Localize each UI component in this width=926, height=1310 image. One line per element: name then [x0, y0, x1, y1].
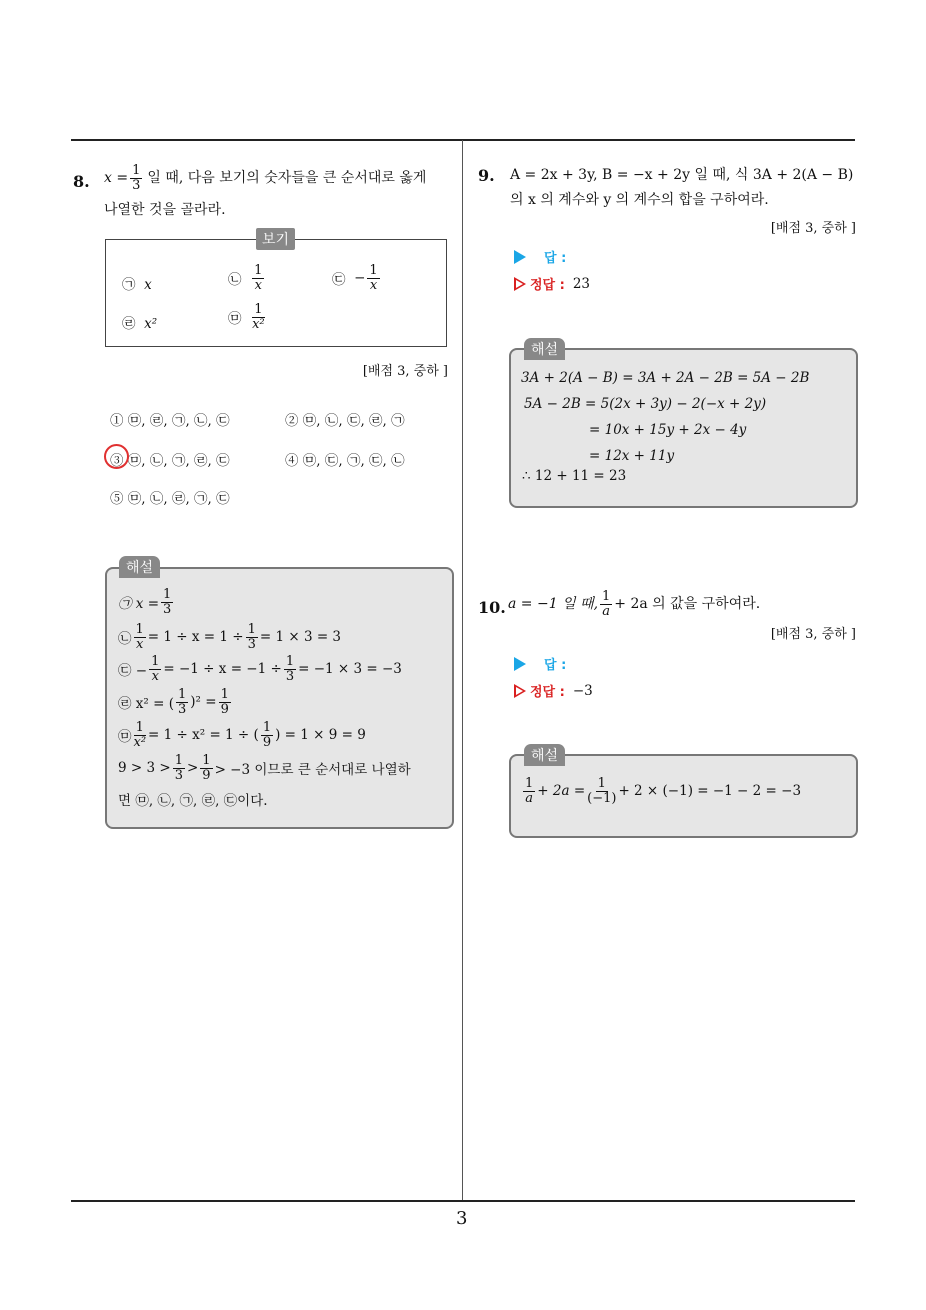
- solution-line: ㉠ x = $\frac{1}{3}$: [118, 587, 172, 617]
- solution-line: 면 ㉤, ㉡, ㉠, ㉣, ㉢이다.: [118, 793, 268, 809]
- solution-line: ㉤ $\frac{1}{\text{x²}}$ = 1 ÷ x² = 1 ÷ ( $\frac{1}{9}$ ) = 1 × 9 = 9: [118, 720, 366, 750]
- bogi-item-c: ㉢ − $\frac{1}{x}$: [332, 263, 378, 293]
- page-number: 3: [456, 1208, 468, 1229]
- answer-label: 답 :: [544, 658, 567, 673]
- fraction: $\frac{1}{3}$: [132, 163, 141, 193]
- top-rule: [71, 139, 855, 141]
- haeseol-label: 해설: [119, 556, 160, 578]
- choice-3[interactable]: ③ ㉤, ㉡, ㉠, ㉣, ㉢: [110, 453, 230, 469]
- answer-label: 답 :: [544, 251, 567, 266]
- question-number: 8.: [73, 172, 90, 191]
- answer-row[interactable]: [514, 654, 566, 673]
- haeseol-label: 해설: [524, 338, 565, 360]
- solution-line: 3A + 2(A − B) = 3A + 2A − 2B = 5A − 2B: [521, 370, 810, 386]
- correct-answer-row: [514, 274, 590, 293]
- solution-line: = 10x + 15y + 2x − 4y: [589, 422, 747, 438]
- correct-arrow-icon: [514, 277, 526, 291]
- solution-line: ㉢ − $\frac{1}{x}$ = −1 ÷ x = −1 ÷ $\frac{1}{3}$ = −1 × 3 = −3: [118, 654, 402, 684]
- solution-line: $\frac{1}{a}$ + 2a = $\frac{1}{(-1)}$ + 2 × (−1) = −1 − 2 = −3: [525, 776, 802, 806]
- solution-line: 5A − 2B = 5(2x + 3y) − 2(−x + 2y): [524, 396, 767, 412]
- choice-1[interactable]: ① ㉤, ㉣, ㉠, ㉡, ㉢: [110, 413, 230, 429]
- bogi-item-e: ㉤ $\frac{1}{\text{x²}}$: [228, 302, 265, 332]
- answer-row[interactable]: [514, 247, 566, 266]
- question-text: a = −1 일 때, $\frac{1}{a}$ + 2a 의 값을 구하여라.: [508, 589, 761, 619]
- choice-4[interactable]: ④ ㉤, ㉢, ㉠, ㉢, ㉡: [285, 453, 405, 469]
- correct-label: 정답 :: [530, 685, 565, 700]
- answer-arrow-icon: [514, 250, 526, 264]
- bogi-item-d: ㉣ x²: [122, 316, 158, 332]
- haeseol-label: 해설: [524, 744, 565, 766]
- question-text: x = $\frac{1}{3}$ 일 때, 다음 보기의 숫자들을 큰 순서대로 옳게: [104, 163, 427, 193]
- correct-answer-row: [514, 681, 593, 700]
- question-text-line2: 의 x 의 계수와 y 의 계수의 합을 구하여라.: [510, 192, 769, 208]
- solution-line: = 12x + 11y: [589, 448, 675, 464]
- column-divider: [462, 140, 463, 1202]
- correct-arrow-icon: [514, 684, 526, 698]
- bogi-item-b: ㉡ $\frac{1}{x}$: [228, 263, 263, 293]
- bogi-item-a: ㉠ x: [122, 277, 152, 293]
- solution-line: ㉡ $\frac{1}{x}$ = 1 ÷ x = 1 ÷ $\frac{1}{3}$ = 1 × 3 = 3: [118, 622, 342, 652]
- answer-arrow-icon: [514, 657, 526, 671]
- solution-line: ㉣ x² = ( $\frac{1}{3}$ )² = $\frac{1}{9}$: [118, 687, 229, 717]
- solution-line: ∴ 12 + 11 = 23: [522, 468, 627, 484]
- score: [배점 3, 중하 ]: [770, 627, 856, 642]
- choice-2[interactable]: ② ㉤, ㉡, ㉢, ㉣, ㉠: [285, 413, 405, 429]
- choice-5[interactable]: ⑤ ㉤, ㉡, ㉣, ㉠, ㉢: [110, 491, 230, 507]
- score: [배점 3, 중하 ]: [362, 364, 448, 379]
- solution-line: 9 > 3 > $\frac{1}{3}$ > $\frac{1}{9}$ > −3 이므로 큰 순서대로 나열하: [118, 753, 411, 783]
- bogi-label: 보기: [256, 228, 295, 250]
- question-text: A = 2x + 3y, B = −x + 2y 일 때, 식 3A + 2(A − B): [510, 167, 854, 183]
- question-number: 9.: [478, 166, 495, 185]
- correct-label: 정답 :: [530, 278, 565, 293]
- score: [배점 3, 중하 ]: [770, 221, 856, 236]
- selected-choice-marker: [104, 444, 129, 469]
- question-text-line2: 나열한 것을 골라라.: [104, 202, 226, 218]
- bottom-rule: [71, 1200, 855, 1202]
- correct-value: 23: [572, 275, 591, 292]
- question-number: 10.: [478, 598, 506, 617]
- correct-value: −3: [572, 682, 593, 699]
